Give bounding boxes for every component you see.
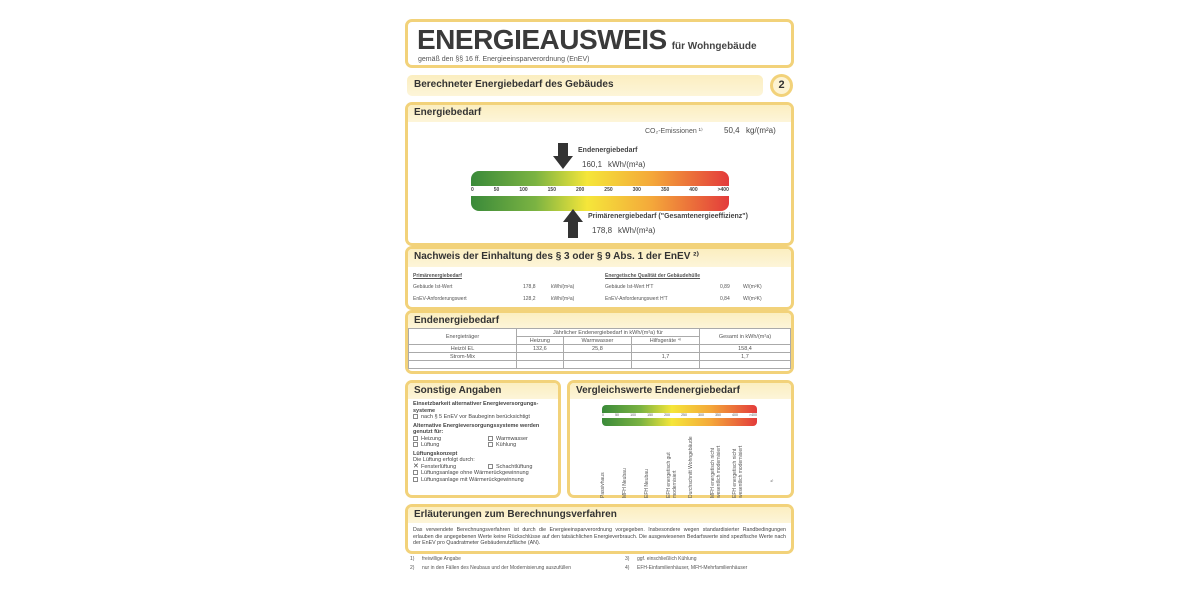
cell [409, 361, 517, 369]
column-header: Energieträger [409, 329, 517, 345]
checkbox-label: Lüftung [421, 442, 440, 448]
sonstige-title: Sonstige Angaben [408, 383, 558, 399]
scale-tick: 50 [615, 413, 619, 417]
cell: 1,7 [699, 353, 790, 361]
vergleich-title: Vergleichswerte Endenergiebedarf [570, 383, 791, 399]
end-energy-unit: kWh/(m²a) [608, 160, 646, 169]
row-unit: kWh/(m²a) [551, 284, 575, 290]
comparison-label: Durchschnitt Wohngebäude [688, 436, 694, 498]
column-header: Warmwasser [563, 337, 631, 345]
end-energy-arrowhead-icon [553, 156, 573, 169]
primary-energy-unit: kWh/(m²a) [618, 226, 656, 235]
energy-scale-bottom [471, 196, 729, 211]
row-label: Gebäude Ist-Wert [413, 284, 453, 290]
endenergie-table [408, 328, 791, 369]
cell: 1,7 [632, 353, 700, 361]
footnote: 4) EFH-Einfamilienhäuser, MFH-Mehrfamilienhäuser [625, 565, 748, 571]
row-label: EnEV-Anforderungswert [413, 296, 467, 302]
nachweis-title: Nachweis der Einhaltung des § 3 oder § 9 Abs. 1 der EnEV ²⁾ [408, 249, 791, 267]
sonstige-panel [405, 380, 561, 498]
checkbox[interactable] [413, 436, 418, 441]
primary-energy-arrow-icon [568, 222, 578, 238]
vergleich-panel [567, 380, 794, 498]
cell: Heizöl EL [409, 345, 517, 353]
scale-tick: 300 [632, 187, 641, 193]
primary-energy-arrowhead-icon [563, 209, 583, 222]
scale-tick: 50 [493, 187, 500, 193]
document-title: ENERGIEAUSWEIS [417, 24, 667, 55]
energiebedarf-title: Energiebedarf [408, 105, 791, 122]
energy-scale-top [471, 171, 729, 186]
hull-heading: Energetische Qualität der Gebäudehülle [605, 273, 701, 279]
scale-tick: 250 [604, 187, 613, 193]
title-box [405, 19, 794, 68]
primary-energy-value: 178,8 [592, 226, 613, 235]
scale-tick: 300 [698, 413, 704, 417]
footnote-marker: ⁴⁾ [770, 479, 774, 485]
cell [517, 361, 564, 369]
cell [517, 353, 564, 361]
scale-tick: 400 [689, 187, 698, 193]
row-value: 0,89 [720, 284, 730, 290]
row-unit: W/(m²K) [743, 284, 762, 290]
subheading: Die Lüftung erfolgt durch: [413, 457, 475, 463]
checkbox-label: Heizung [421, 435, 442, 442]
erlaeuterungen-title: Erläuterungen zum Berechnungsverfahren [408, 507, 791, 523]
primary-heading: Primärenergiebedarf [413, 273, 462, 279]
row-unit: W/(m²K) [743, 296, 762, 302]
table-row [409, 345, 791, 353]
checkbox[interactable] [488, 442, 493, 447]
title-row [417, 24, 757, 56]
checkbox[interactable] [488, 436, 493, 441]
cell [632, 345, 700, 353]
scale-tick: 0 [471, 187, 474, 193]
checkbox-label: Lüftungsanlage ohne Wärmerückgewinnung [421, 470, 529, 476]
checkbox[interactable] [413, 470, 418, 475]
section-title: Berechneter Energiebedarf des Gebäudes [414, 79, 614, 90]
primary-energy-label: Primärenergiebedarf ("Gesamtenergieeffizienz") [588, 213, 748, 220]
end-energy-value: 160,1 [582, 160, 603, 169]
table-row [409, 353, 791, 361]
cell [699, 361, 790, 369]
row-value: 128,2 [523, 296, 536, 302]
checkbox-label: Fensterlüftung [421, 463, 457, 470]
column-header: Gesamt in kWh/(m²a) [699, 329, 790, 345]
checkbox[interactable] [488, 464, 493, 469]
nachweis-panel [405, 246, 794, 310]
checkbox-checked[interactable]: ✕ [413, 462, 419, 470]
co2-value: 50,4 [724, 126, 740, 135]
footnote: 3) ggf. einschließlich Kühlung [625, 556, 697, 562]
checkbox-label: Lüftungsanlage mit Wärmerückgewinnung [421, 476, 524, 483]
scale-tick: 350 [715, 413, 721, 417]
end-energy-label: Endenergiebedarf [578, 147, 638, 154]
column-header: Jährlicher Endenergiebedarf in kWh/(m²a) für [517, 329, 700, 337]
scale-tick: 100 [630, 413, 636, 417]
comparison-scale-bottom [602, 418, 757, 426]
co2-unit: kg/(m²a) [746, 126, 776, 135]
endenergie-title: Endenergiebedarf [408, 313, 791, 328]
cell: 158,4 [699, 345, 790, 353]
checkbox[interactable] [413, 442, 418, 447]
row-label: Gebäude Ist-Wert H'T [605, 284, 654, 290]
comparison-label: EFH Neubau [644, 469, 650, 498]
page-number-badge [770, 74, 793, 97]
heading: Alternative Energieversorgungssysteme werden genutzt für: [413, 422, 540, 435]
comparison-scale-ticks [602, 413, 757, 417]
comparison-label: Passivhaus [600, 472, 606, 498]
end-energy-arrow-icon [558, 143, 568, 157]
page-number: 2 [778, 79, 785, 91]
scale-tick: 400 [732, 413, 738, 417]
scale-tick: 150 [647, 413, 653, 417]
heading: Einsetzbarkeit alternativer Energieversorgungs-systeme [413, 401, 539, 414]
scale-tick: 350 [660, 187, 670, 193]
row-value: 178,8 [523, 284, 536, 290]
scale-tick: 100 [519, 187, 528, 193]
energiebedarf-panel [405, 102, 794, 246]
footnote: 1) freiwillige Angabe [410, 556, 461, 562]
comparison-label: EFH energetisch nicht wesentlich modernisiert [732, 445, 744, 498]
comparison-label: MFH Neubau [622, 468, 628, 498]
cell: 132,6 [517, 345, 564, 353]
row-value: 0,84 [720, 296, 730, 302]
comparison-label: EFH energetisch gut modernisiert [666, 452, 678, 498]
checkbox[interactable] [413, 414, 418, 419]
checkbox[interactable] [413, 477, 418, 482]
document-title-suffix: für Wohngebäude [671, 41, 757, 52]
erlaeuterungen-panel [405, 504, 794, 554]
section-bar [407, 75, 763, 96]
scale-tick: 150 [547, 187, 556, 193]
co2-label: CO₂-Emissionen ¹⁾ [645, 128, 703, 135]
scale-tick: >400 [749, 413, 757, 417]
footnote: 2) nur in den Fällen des Neubaus und der Modernisierung auszufüllen [410, 565, 571, 571]
cell [563, 353, 631, 361]
table-row [409, 361, 791, 369]
scale-tick: 0 [602, 413, 604, 417]
document-subtitle: gemäß den §§ 16 ff. Energieeinsparverordnung (EnEV) [418, 56, 590, 63]
endenergie-panel [405, 310, 794, 374]
scale-tick: 200 [664, 413, 670, 417]
footnotes [410, 556, 790, 571]
checkbox-label: Warmwasser [496, 435, 528, 442]
cell [632, 361, 700, 369]
row-label: EnEV-Anforderungswert H'T [605, 296, 668, 302]
scale-tick: 250 [681, 413, 687, 417]
scale-tick: 200 [575, 187, 585, 193]
checkbox-label: Kühlung [496, 442, 517, 448]
cell: 25,8 [563, 345, 631, 353]
cell: Strom-Mix [409, 353, 517, 361]
comparison-scale-top [602, 405, 757, 413]
erlaeuterungen-text: Das verwendete Berechnungsverfahren ist durch die Energieeinsparverordnung vorgegeben. Insbesondere wegen standardisierter Randbedingungen erlauben die angegebenen Werte keine Rückschlüsse auf den tatsächlichen Energieverbrauch. Die ausgewiesenen Bedarfswerte sind spezifische Werte nach der EnEV pro Quadratmeter Gebäudenutzfläche (AN). [413, 527, 786, 546]
cell [563, 361, 631, 369]
scale-tick: >400 [717, 187, 729, 193]
column-header: Heizung [517, 337, 564, 345]
column-header: Hilfsgeräte ⁴⁾ [632, 337, 700, 345]
row-unit: kWh/(m²a) [551, 296, 575, 302]
heading: Lüftungskonzept [413, 450, 458, 457]
checkbox-label: nach § 5 EnEV vor Baubeginn berücksichtigt [421, 414, 530, 420]
checkbox-label: Schachtlüftung [496, 463, 533, 470]
comparison-label: MFH energetisch nicht wesentlich modernisiert [710, 445, 722, 498]
